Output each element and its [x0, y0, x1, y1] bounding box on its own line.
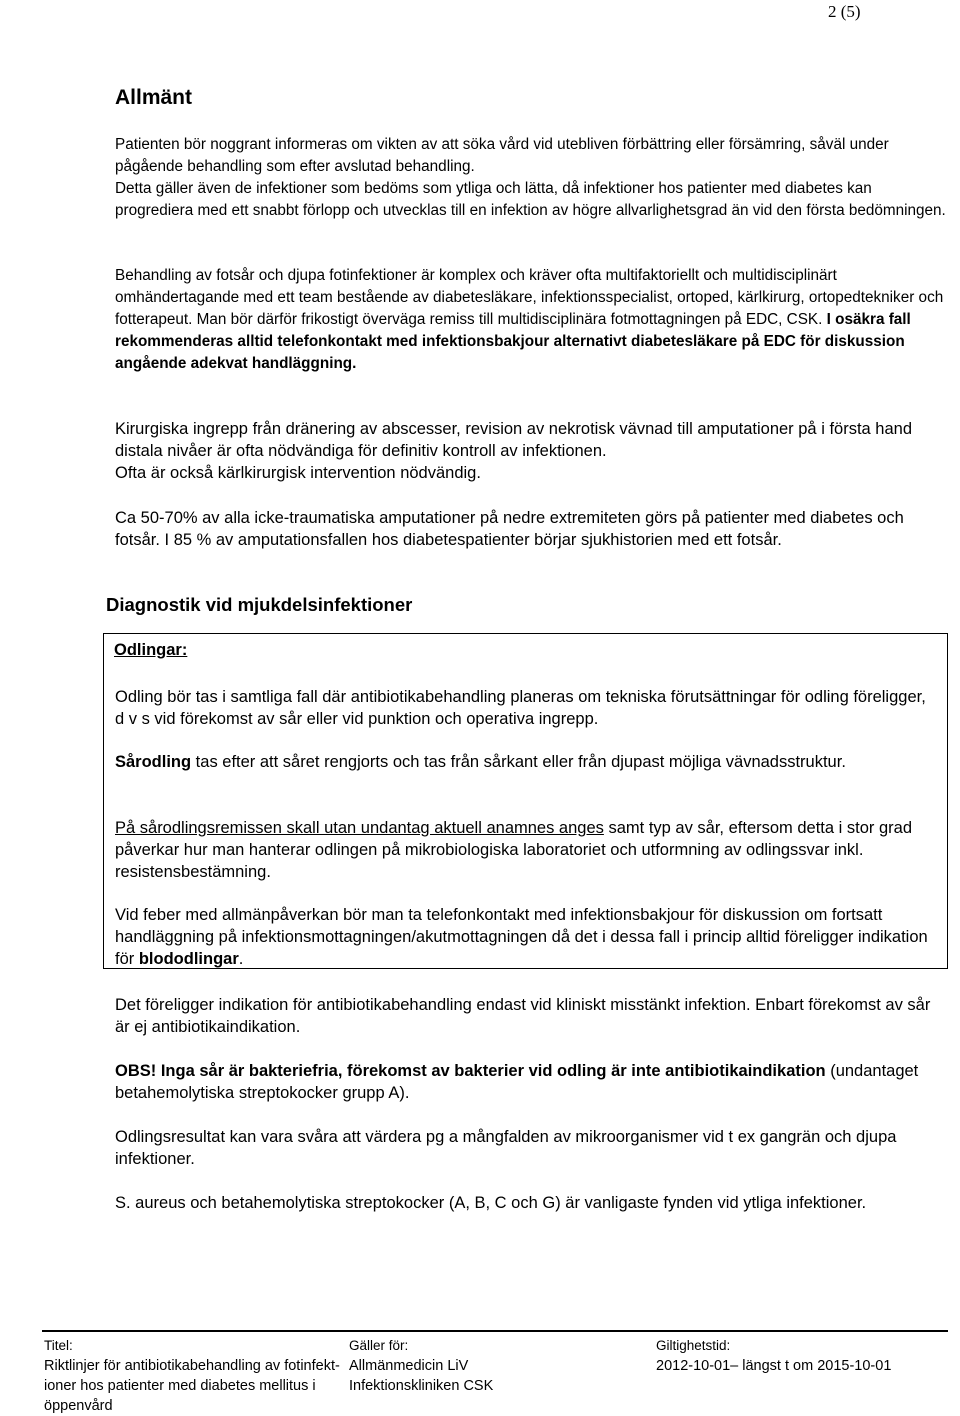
treatment-text: Behandling av fotsår och djupa fotinfektioner är komplex och kräver ofta multifaktoriellt och multidisciplinärt omhändertagande med ett team bestående av diabetesläkare, infektionsspecialist, ortoped, kärlkirurg, ortopedtekniker och fotterapeut. Man bör därför frikostigt överväga remiss till multidisciplinära fotmottagningen på EDC, CSK. [115, 267, 944, 328]
indication-paragraph: Det föreligger indikation för antibiotikabehandling endast vid kliniskt misstänkt infektion. Enbart förekomst av sår är ej antibiotikaindikation. [115, 996, 931, 1036]
general-paragraph-2: Detta gäller även de infektioner som bedöms som ytliga och lätta, då infektioner hos patienter med diabetes kan progrediera med ett snabbt förlopp och utvecklas till en infektion av högre allvarlighetsgrad än vid den första bedömningen. [115, 180, 946, 219]
blood-culture-term: blododlingar [138, 950, 239, 968]
footer-applies-column [349, 1336, 609, 1396]
heading-general: Allmänt [115, 86, 193, 109]
footer-applies-label: Gäller för: [349, 1338, 409, 1353]
footer-validity-column [656, 1336, 946, 1376]
footer-applies-value: Allmänmedicin LiV Infektionskliniken CSK [349, 1358, 494, 1394]
obs-bold-text: OBS! Inga sår är bakteriefria, förekomst av bakterier vid odling är inte antibiotikaindikation [115, 1062, 826, 1080]
general-paragraph-1: Patienten bör noggrant informeras om vikten av att söka vård vid utebliven förbättring eller försämring, såväl under pågående behandling som efter avslutad behandling. [115, 136, 889, 175]
cultures-box-title: Odlingar: [114, 641, 188, 659]
cultures-paragraph-3 [115, 817, 937, 883]
remiss-requirement-text: På sårodlingsremissen skall utan undantag aktuell anamnes anges [115, 819, 604, 837]
amputation-paragraph: Ca 50-70% av alla icke-traumatiska amputationer på nedre extremiteten görs på patienter med diabetes och fotsår. I 85 % av amputationsfallen hos diabetespatienter börjar sjukhistorien med ett fotsår. [115, 509, 904, 549]
fever-text: Vid feber med allmänpåverkan bör man ta telefonkontakt med infektionsbakjour för diskussion om fortsatt handläggning på infektionsmottagningen/akutmottagningen då det i dessa fall i princip alltid föreligger indikation för [115, 906, 928, 968]
page-number: 2 (5) [828, 2, 861, 21]
treatment-bold-text: I osäkra fall rekommenderas alltid telefonkontakt med infektionsbakjour alternativt diabetesläkare på EDC för diskussion angående adekvat handläggning. [115, 311, 911, 372]
cultures-paragraph-2 [115, 751, 937, 773]
obs-paragraph [115, 1060, 947, 1104]
footer-title-label: Titel: [44, 1338, 73, 1353]
wound-culture-text: tas efter att såret rengjorts och tas från sårkant eller från djupast möjliga vävnadsstruktur. [191, 753, 846, 771]
footer-validity-label: Giltighetstid: [656, 1338, 731, 1353]
footer-divider [42, 1330, 948, 1332]
footer-title-value: Riktlinjer för antibiotikabehandling av fotinfekt- ioner hos patienter med diabetes mellitus i öppenvård [44, 1358, 340, 1414]
surgery-paragraph-1: Kirurgiska ingrepp från dränering av abscesser, revision av nekrotisk vävnad till amputationer på i första hand distala nivåer är ofta nödvändiga för definitiv kontroll av infektionen. [115, 420, 913, 460]
treatment-paragraph [115, 265, 947, 375]
remiss-detail-text: samt typ av sår, eftersom detta i stor grad påverkar hur man hanterar odlingen på mikrobiologiska laboratoriet och utformning av odlingssvar inkl. resistensbestämning. [115, 819, 913, 881]
obs-rest-text: (undantaget betahemolytiska streptokocker grupp A). [115, 1062, 919, 1102]
surgery-paragraph-2: Ofta är också kärlkirurgisk intervention nödvändig. [115, 464, 481, 482]
saureus-paragraph: S. aureus och betahemolytiska streptokocker (A, B, C och G) är vanligaste fynden vid ytliga infektioner. [115, 1194, 867, 1212]
wound-culture-term: Sårodling [115, 753, 192, 771]
fever-text-end: . [238, 950, 244, 968]
cultures-paragraph-1: Odling bör tas i samtliga fall där antibiotikabehandling planeras om tekniska förutsättningar för odling föreligger, d v s vid förekomst av sår eller vid punktion och operativa ingrepp. [115, 688, 926, 728]
footer-validity-value: 2012-10-01– längst t om 2015-10-01 [656, 1358, 892, 1374]
results-paragraph: Odlingsresultat kan vara svåra att värdera pg a mångfalden av mikroorganismer vid t ex gangrän och djupa infektioner. [115, 1128, 897, 1168]
cultures-paragraph-4 [115, 904, 937, 970]
footer-title-column [44, 1336, 344, 1416]
heading-diagnostics: Diagnostik vid mjukdelsinfektioner [106, 594, 413, 615]
